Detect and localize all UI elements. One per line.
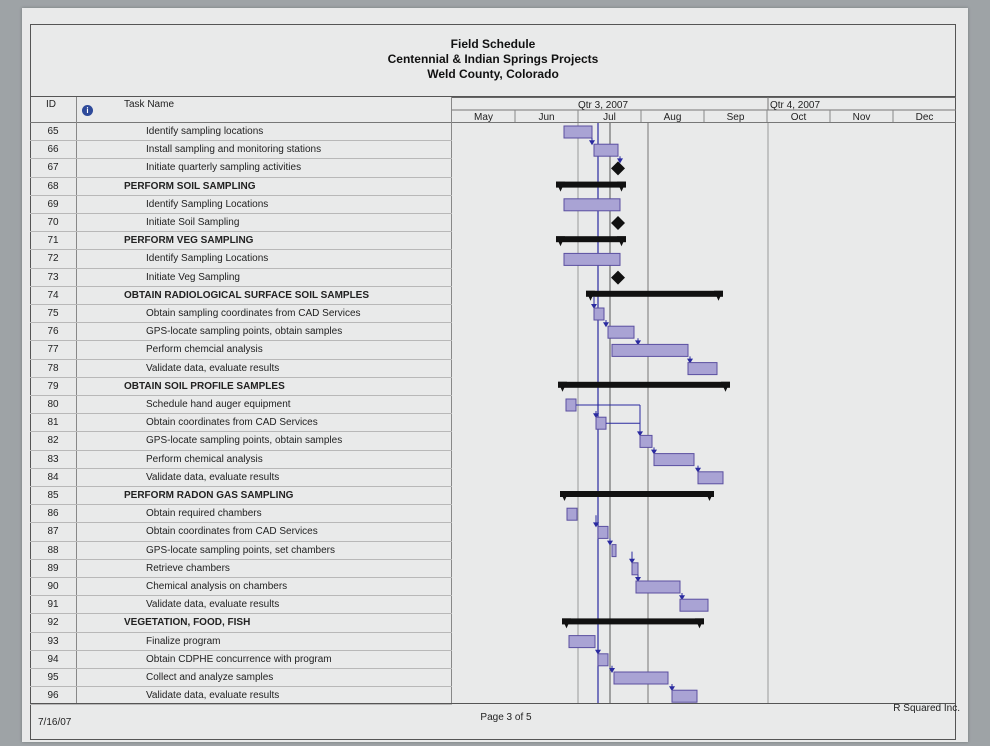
task-row[interactable] [30, 141, 452, 159]
summary-bar [562, 618, 704, 624]
report-subtitle: Centennial & Indian Springs Projects [387, 52, 599, 66]
summary-bar [556, 182, 626, 188]
task-name: Initiate Soil Sampling [146, 217, 240, 228]
task-name: Validate data, evaluate results [146, 599, 280, 611]
gantt-canvas [452, 97, 956, 703]
summary-bar [560, 491, 714, 497]
task-bar [672, 690, 697, 702]
task-id: 84 [47, 471, 59, 483]
footer-date: 7/16/07 [38, 717, 72, 728]
task-row[interactable] [30, 123, 452, 141]
task-id: 78 [47, 362, 59, 374]
summary-task-row[interactable] [30, 378, 452, 396]
column-header-task-name: Task Name [124, 99, 175, 110]
quarter-label: Qtr 4, 2007 [770, 100, 821, 111]
task-name: OBTAIN RADIOLOGICAL SURFACE SOIL SAMPLES [124, 289, 370, 301]
task-id: 76 [47, 326, 59, 338]
task-row[interactable] [30, 214, 452, 232]
task-id: 69 [47, 198, 59, 210]
task-name: OBTAIN SOIL PROFILE SAMPLES [124, 380, 285, 392]
task-row[interactable] [30, 196, 452, 214]
month-label: Sep [726, 112, 745, 123]
task-row[interactable] [30, 542, 452, 560]
task-id: 92 [47, 617, 59, 629]
month-label: May [474, 112, 493, 123]
task-name: PERFORM SOIL SAMPLING [124, 180, 256, 192]
month-label: Jun [538, 112, 555, 123]
gantt-chart [452, 97, 956, 703]
column-header-id: ID [46, 99, 56, 110]
task-name: Initiate quarterly sampling activities [146, 162, 302, 174]
task-bar [680, 599, 708, 611]
task-bar [608, 326, 634, 338]
task-name: Identify Sampling Locations [146, 253, 269, 265]
task-row[interactable] [30, 505, 452, 523]
task-name: GPS-locate sampling points, obtain samples [146, 326, 343, 338]
task-name: PERFORM RADON GAS SAMPLING [124, 490, 294, 501]
report-title: Field Schedule [450, 37, 536, 51]
task-bar [612, 545, 616, 557]
task-name: Identify sampling locations [146, 126, 264, 137]
task-id: 91 [47, 599, 59, 611]
task-bar [594, 308, 604, 320]
task-row[interactable] [30, 250, 452, 268]
task-name: Validate data, evaluate results [146, 362, 280, 374]
milestone-diamond [611, 271, 625, 285]
task-bar [598, 526, 608, 538]
summary-task-row[interactable] [30, 178, 452, 196]
task-name: Initiate Veg Sampling [146, 271, 240, 283]
task-id: 68 [47, 180, 59, 192]
task-id: 85 [47, 490, 59, 501]
task-name: Retrieve chambers [146, 562, 230, 574]
milestone-diamond [611, 216, 625, 230]
task-row[interactable] [30, 341, 452, 359]
task-name: GPS-locate sampling points, set chambers [146, 544, 335, 556]
task-bar [564, 199, 620, 211]
quarter-label: Qtr 3, 2007 [578, 100, 629, 111]
task-name: Obtain coordinates from CAD Services [146, 417, 318, 429]
task-id: 66 [47, 144, 59, 156]
task-bar [594, 144, 618, 156]
task-row[interactable] [30, 414, 452, 432]
task-row[interactable] [30, 323, 452, 341]
milestone-diamond [611, 161, 625, 175]
footer-company: R Squared Inc. [893, 703, 960, 714]
task-id: 86 [47, 508, 59, 520]
month-label: Aug [663, 112, 682, 123]
task-name: Collect and analyze samples [146, 672, 274, 683]
task-bar [567, 508, 577, 520]
summary-bar [556, 236, 626, 242]
task-row[interactable] [30, 560, 452, 578]
summary-task-row[interactable] [30, 614, 452, 632]
task-name: PERFORM VEG SAMPLING [124, 235, 254, 247]
month-label: Nov [852, 112, 871, 123]
task-bar [564, 126, 592, 138]
task-name: Obtain required chambers [146, 508, 262, 520]
task-id: 90 [47, 581, 59, 592]
task-row[interactable] [30, 578, 452, 596]
task-name: Obtain CDPHE concurrence with program [146, 653, 332, 665]
task-row[interactable] [30, 432, 452, 450]
footer-divider [30, 703, 956, 704]
task-id: 72 [47, 253, 59, 265]
task-id: 70 [47, 217, 59, 228]
task-name: Obtain sampling coordinates from CAD Services [146, 308, 361, 319]
task-name: Obtain coordinates from CAD Services [146, 526, 318, 538]
task-name: GPS-locate sampling points, obtain samples [146, 435, 343, 447]
task-bar [566, 399, 576, 411]
task-bar [654, 454, 694, 466]
task-id: 83 [47, 453, 59, 465]
task-bar [569, 636, 595, 648]
task-bar [688, 363, 717, 375]
task-name: VEGETATION, FOOD, FISH [124, 617, 251, 629]
summary-task-row[interactable] [30, 287, 452, 305]
task-name: Chemical analysis on chambers [146, 581, 288, 592]
task-id: 65 [47, 126, 59, 137]
summary-task-row[interactable] [30, 487, 452, 505]
task-id: 93 [47, 635, 59, 647]
footer-page-number: Page 3 of 5 [480, 712, 532, 723]
task-row[interactable] [30, 305, 452, 323]
report-location: Weld County, Colorado [427, 67, 559, 81]
task-name: Perform chemical analysis [146, 453, 263, 465]
month-label: Oct [790, 112, 807, 123]
summary-task-row[interactable] [30, 232, 452, 250]
task-id: 94 [47, 653, 59, 665]
task-id: 87 [47, 526, 59, 538]
task-id: 82 [47, 435, 59, 447]
task-name: Install sampling and monitoring stations [146, 144, 322, 156]
task-id: 89 [47, 562, 59, 574]
task-row[interactable] [30, 633, 452, 651]
task-id: 95 [47, 672, 59, 683]
task-id: 96 [47, 690, 59, 702]
task-id: 80 [47, 399, 59, 410]
task-id: 88 [47, 544, 59, 556]
task-bar [698, 472, 723, 484]
task-row[interactable] [30, 269, 452, 287]
task-row[interactable] [30, 451, 452, 469]
task-name: Perform chemcial analysis [146, 344, 263, 356]
info-icon: i [82, 105, 93, 116]
task-bar [596, 417, 606, 429]
task-id: 81 [47, 417, 59, 429]
task-name: Schedule hand auger equipment [146, 399, 291, 410]
task-bar [614, 672, 668, 684]
task-row[interactable] [30, 651, 452, 669]
task-name: Identify Sampling Locations [146, 198, 269, 210]
task-row[interactable] [30, 596, 452, 614]
task-name: Validate data, evaluate results [146, 471, 280, 483]
task-row[interactable] [30, 469, 452, 487]
task-row[interactable] [30, 360, 452, 378]
task-bar [564, 253, 620, 265]
task-id: 67 [47, 162, 59, 174]
task-id: 75 [47, 308, 59, 319]
task-name: Finalize program [146, 635, 221, 647]
task-bar [632, 563, 638, 575]
month-label: Dec [915, 112, 934, 123]
task-id: 79 [47, 380, 59, 392]
task-id: 74 [47, 289, 59, 301]
task-id: 71 [47, 235, 59, 247]
summary-bar [586, 291, 723, 297]
summary-bar [558, 382, 730, 388]
task-bar [640, 435, 652, 447]
month-label: Jul [603, 112, 616, 123]
task-bar [612, 344, 688, 356]
task-bar [598, 654, 608, 666]
task-row[interactable] [30, 159, 452, 177]
task-bar [636, 581, 680, 593]
task-id: 77 [47, 344, 59, 356]
task-row[interactable] [30, 396, 452, 414]
task-row[interactable] [30, 523, 452, 541]
task-id: 73 [47, 271, 59, 283]
task-row[interactable] [30, 669, 452, 687]
task-name: Validate data, evaluate results [146, 690, 280, 702]
